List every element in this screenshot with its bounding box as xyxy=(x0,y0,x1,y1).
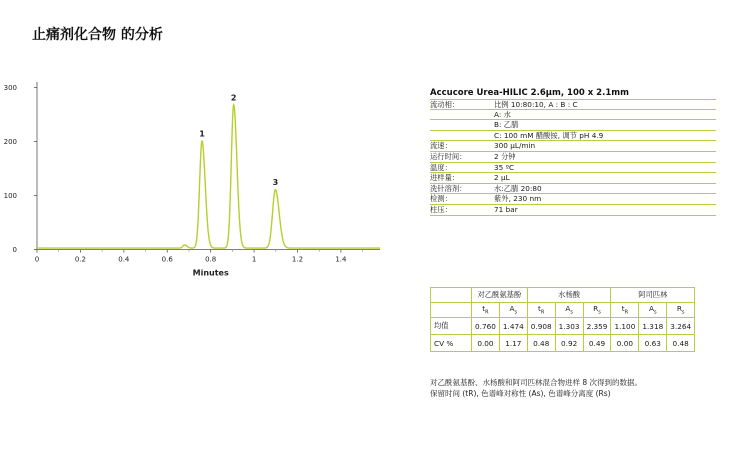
symbol-letter: A xyxy=(509,304,515,314)
condition-label: 运行时间： xyxy=(430,151,467,161)
footnote xyxy=(430,378,642,399)
symbol-letter: t xyxy=(482,304,486,314)
symbol-subscript: s xyxy=(570,309,573,316)
symbol-subscript: s xyxy=(514,309,518,316)
y-tick-label: 300 xyxy=(3,83,17,92)
results-corner-cell xyxy=(431,288,472,303)
symbol-subscript: s xyxy=(598,309,601,316)
symbol-header xyxy=(527,303,555,318)
condition-value: 300 μL/min xyxy=(494,141,536,151)
condition-label: 洗针溶剂： xyxy=(430,183,467,193)
peak-label: 1 xyxy=(199,129,205,139)
symbol-header xyxy=(639,303,667,318)
symbol-header xyxy=(611,303,639,318)
row-label: CV % xyxy=(431,335,472,352)
results-corner-cell xyxy=(431,303,472,318)
compound-header: 对乙酰氨基酚 xyxy=(472,288,528,303)
column-title: Accucore Urea-HILIC 2.6μm, 100 x 2.1mm xyxy=(430,88,629,98)
result-value: 1.318 xyxy=(639,318,667,335)
result-value: 0.00 xyxy=(472,335,500,352)
footnote-line: 保留时间 (tR), 色谱峰对称性 (As), 色谱峰分离度 (Rs) xyxy=(430,388,611,398)
symbol-letter: R xyxy=(676,304,682,314)
condition-row xyxy=(430,184,716,195)
condition-value: C: 100 mM 醋酸铵, 调节 pH 4.9 xyxy=(494,130,604,140)
condition-row xyxy=(430,205,716,216)
symbol-letter: A xyxy=(565,304,571,314)
symbol-subscript: R xyxy=(624,309,629,316)
results-symbol-row xyxy=(431,303,695,318)
x-tick-label: 1.2 xyxy=(291,255,304,264)
x-axis-title: Minutes xyxy=(192,268,229,278)
condition-value: 35 ºC xyxy=(494,162,515,172)
x-tick-label: 0.8 xyxy=(205,255,217,264)
condition-row xyxy=(430,120,716,131)
results-data-row xyxy=(431,318,695,335)
symbol-letter: t xyxy=(621,304,625,314)
row-label: 均值 xyxy=(431,318,472,335)
y-tick-label: 0 xyxy=(12,246,17,255)
symbol-subscript: R xyxy=(540,309,545,316)
condition-value: 水:乙腈 20:80 xyxy=(494,183,542,193)
condition-row xyxy=(430,110,716,121)
conditions-list xyxy=(430,99,716,216)
condition-row xyxy=(430,173,716,184)
peak-label: 2 xyxy=(230,93,237,103)
y-tick-label: 100 xyxy=(3,192,17,201)
condition-row xyxy=(430,131,716,142)
condition-label: 流速： xyxy=(430,141,452,151)
result-value: 1.303 xyxy=(555,318,583,335)
condition-label xyxy=(430,110,494,120)
result-value: 0.48 xyxy=(527,335,555,352)
x-tick-label: 1 xyxy=(251,255,257,264)
result-value: 0.48 xyxy=(667,335,695,352)
result-value: 0.00 xyxy=(611,335,639,352)
condition-label: 温度： xyxy=(430,162,452,172)
condition-row xyxy=(430,163,716,174)
symbol-letter: R xyxy=(593,304,599,314)
symbol-subscript: s xyxy=(681,309,685,316)
condition-value: B: 乙腈 xyxy=(494,120,519,130)
x-tick-label: 0.4 xyxy=(118,255,130,264)
condition-row xyxy=(430,152,716,163)
condition-row xyxy=(430,141,716,152)
x-tick-label: 0.6 xyxy=(161,255,173,264)
condition-value: 71 bar xyxy=(494,204,518,214)
result-value: 2.359 xyxy=(583,318,611,335)
symbol-header xyxy=(667,303,695,318)
symbol-letter: t xyxy=(538,304,541,314)
chromatogram-trace xyxy=(37,105,380,248)
result-value: 1.474 xyxy=(499,318,527,335)
symbol-subscript: s xyxy=(653,309,657,316)
result-value: 0.908 xyxy=(527,318,555,335)
result-value: 0.63 xyxy=(639,335,667,352)
conditions-panel xyxy=(430,88,716,216)
condition-label: 柱压： xyxy=(430,204,452,214)
compound-header: 阿司匹林 xyxy=(611,288,695,303)
condition-label xyxy=(430,120,494,130)
symbol-header xyxy=(583,303,611,318)
symbol-letter: A xyxy=(648,304,654,314)
x-tick-label: 0.2 xyxy=(74,255,86,264)
condition-row xyxy=(430,99,716,110)
results-compound-row xyxy=(431,288,695,303)
chromatogram-chart xyxy=(0,70,400,290)
symbol-header xyxy=(499,303,527,318)
peak-label: 3 xyxy=(272,178,279,188)
symbol-header xyxy=(472,303,500,318)
result-value: 1.100 xyxy=(611,318,639,335)
compound-header: 水杨酸 xyxy=(527,288,611,303)
condition-value: 紫外, 230 nm xyxy=(494,194,542,204)
result-value: 0.760 xyxy=(472,318,500,335)
result-value: 0.92 xyxy=(555,335,583,352)
page-title: 止痛剂化合物 的分析 xyxy=(32,27,163,43)
condition-label xyxy=(430,131,494,141)
condition-value: 2 μL xyxy=(494,173,510,183)
result-value: 1.17 xyxy=(499,335,527,352)
x-tick-label: 0 xyxy=(34,255,40,264)
x-tick-label: 1.4 xyxy=(335,255,347,264)
results-table xyxy=(430,287,695,352)
condition-label: 检测： xyxy=(430,194,452,204)
condition-value: 比例 10:80:10, A : B : C xyxy=(494,100,578,109)
condition-label: 流动相： xyxy=(430,100,460,109)
condition-row xyxy=(430,194,716,205)
results-data-row xyxy=(431,335,695,352)
result-value: 0.49 xyxy=(583,335,611,352)
condition-value: A: 水 xyxy=(494,109,511,119)
footnote-line: 对乙酰氨基酚、水杨酸和阿司匹林混合物进样 8 次得到的数据。 xyxy=(430,378,643,387)
condition-label: 进样量： xyxy=(430,173,460,183)
condition-value: 2 分钟 xyxy=(494,151,516,161)
symbol-header xyxy=(555,303,583,318)
symbol-subscript: R xyxy=(485,309,489,316)
y-tick-label: 200 xyxy=(3,137,17,146)
result-value: 3.264 xyxy=(667,318,695,335)
